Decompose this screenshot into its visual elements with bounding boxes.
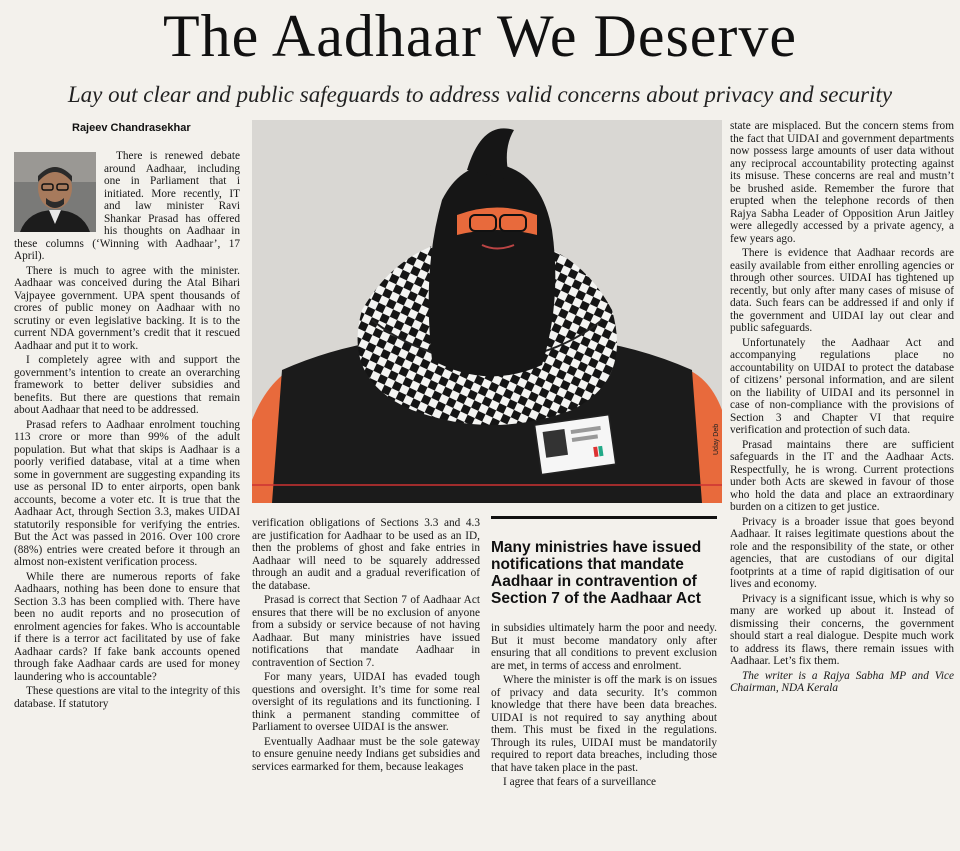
paragraph: state are misplaced. But the concern stems from the fact that UIDAI and government departments now possess large amounts of user data without any reciprocal accountability protecting against its misuse. These concerns are real and mustn’t be brushed aside. Remember the furore that erupted when the telephone records of then Rajya Sabha Leader of Opposition Arun Jaitley were allegedly accessed by a private agency, a few years ago. — [730, 120, 954, 245]
paragraph: While there are numerous reports of fake Aadhaars, nothing has been done to ensure that Section 3.3 has been complied with. There have been no audit reports and no prosecution of enrolment agencies for fakes. Who is accountable if there is a terror act facilitated by use of fake Aadhaar cards? If fake bank accounts opened through fake Aadhaar cards are used for money laundering who is accountable? — [14, 570, 240, 683]
deck-subheadline: Lay out clear and public safeguards to address valid concerns about privacy and security — [67, 82, 893, 107]
paragraph: Prasad is correct that Section 7 of Aadhaar Act ensures that there will be no exclusion of anyone from a subsidy or service because of not having Aadhaar. But many ministries have issued notifications that mandate Aadhaar in contravention of Section 7. — [252, 594, 480, 669]
paragraph: Unfortunately the Aadhaar Act and accompanying regulations place no accountability on UIDAI to protect the database of citizens’ personal information, and are silent on the liability of UIDAI and its personnel in case of non-compliance with the provisions of Section 3 and Chapter VI that require verification and protection of such data. — [730, 336, 954, 436]
article-column-2 — [252, 517, 480, 851]
article-column-1 — [14, 150, 240, 850]
paragraph: I agree that fears of a surveillance — [503, 776, 657, 788]
paragraph: Prasad maintains there are sufficient safeguards in the IT and the Aadhaar Acts. Respectfully, he is wrong. Current protections under both Acts are skewed in favour of those who hold the data and place an extraordinary burden on a citizen to get justice. — [730, 438, 954, 513]
paragraph: For many years, UIDAI has evaded tough questions and oversight. It’s time for some real oversight of its regulations and its functioning. I think a permanent standing committee of Parliament to oversee UIDAI is the answer. — [252, 671, 480, 733]
cartoon-credit: Uday Deb — [713, 423, 720, 455]
author-signoff: The writer is a Rajya Sabha MP and Vice Chairman, NDA Kerala — [730, 669, 954, 694]
pull-quote: Many ministries have issued notifications that mandate Aadhaar in contravention of Section 7 of the Aadhaar Act — [491, 516, 717, 616]
byline: Rajeev Chandrasekhar — [72, 122, 191, 134]
paragraph: Privacy is a significant issue, which is why so many are worked up about it. Instead of dismissing their concerns, the government should start a real dialogue. Despite much work to address its flaws, there remain issues with Aadhaar. Let’s fix them. — [730, 592, 954, 667]
paragraph: Privacy is a broader issue that goes beyond Aadhaar. It raises legitimate questions about the role and the responsibility of the state, or other agencies, that are custodians of our digital footprints at a time of rapid digitisation of our lives and economy. — [730, 515, 954, 590]
paragraph: Eventually Aadhaar must be the sole gateway to ensure genuine needy Indians get subsidies and services earmarked for them, because leakages — [252, 735, 480, 773]
headline: The Aadhaar We Deserve — [162, 3, 798, 69]
paragraph: I completely agree with and support the government’s intention to create an overarching framework to better deliver subsidies and benefits. But there are questions that remain about Aadhaar that need to be addressed. — [14, 354, 240, 416]
paragraph: There is renewed debate around Aadhaar, including one in Parliament that i initiated. More recently, IT and law minister Ravi Shankar Prasad has offered his thoughts on Aadhaar in these columns (‘Winning with Aadhaar’, 17 April). — [14, 150, 240, 262]
paragraph: in subsidies ultimately harm the poor and needy. But it must become mandatory only after ensuring that all conditions to prevent exclusion are met, in terms of access and enrolment. — [491, 622, 717, 672]
paragraph: There is evidence that Aadhaar records are easily available from either enrolling agencies or through other sources. UIDAI has tightened up recently, but only after many cases of misuse of data. Such fears can be addressed if and only if the government and UIDAI lay out clear and public safeguards. — [730, 247, 954, 334]
paragraph: verification obligations of Sections 3.3 and 4.3 are justification for Aadhaar to be used as an ID, then the problems of ghost and fake entries in Aadhaar will need to be squarely addressed through an audit and a gradual reverification of the database. — [252, 517, 480, 592]
author-photo — [14, 152, 96, 232]
paragraph: Prasad refers to Aadhaar enrolment touching 113 crore or more than 99% of the adult population. But what that skips is Aadhaar is a poorly verified database, vital at a time when some in government are suggesting expanding its use as personal ID to enter airports, open bank accounts, become a voter etc. It is true that the Aadhaar Act, through Section 3.3, makes UIDAI statutorily responsible for verifying the entries. But the Act was passed in 2016. Over 100 crore (88%) entries were created before it through an almost non-existent verification process. — [14, 418, 240, 568]
paragraph: Where the minister is off the mark is on issues of privacy and data security. It’s common knowledge that there have been data breaches. UIDAI is not required to say anything about them. This must be fixed in the regulations. Through its rules, UIDAI must be mandatorily required to report data breaches, including those that have taken place in the past. — [491, 674, 717, 774]
cartoon-illustration — [252, 120, 722, 503]
paragraph: These questions are vital to the integrity of this database. If statutory — [14, 685, 240, 710]
article-column-4 — [730, 120, 954, 851]
article-column-3 — [491, 622, 717, 851]
paragraph: There is much to agree with the minister. Aadhaar was conceived during the Atal Bihari Vajpayee government. UPA spent thousands of crores of public money on Aadhaar with no scrutiny or even legislative backing. It is to the current NDA government’s credit that it rescued Aadhaar and put it to work. — [14, 264, 240, 352]
